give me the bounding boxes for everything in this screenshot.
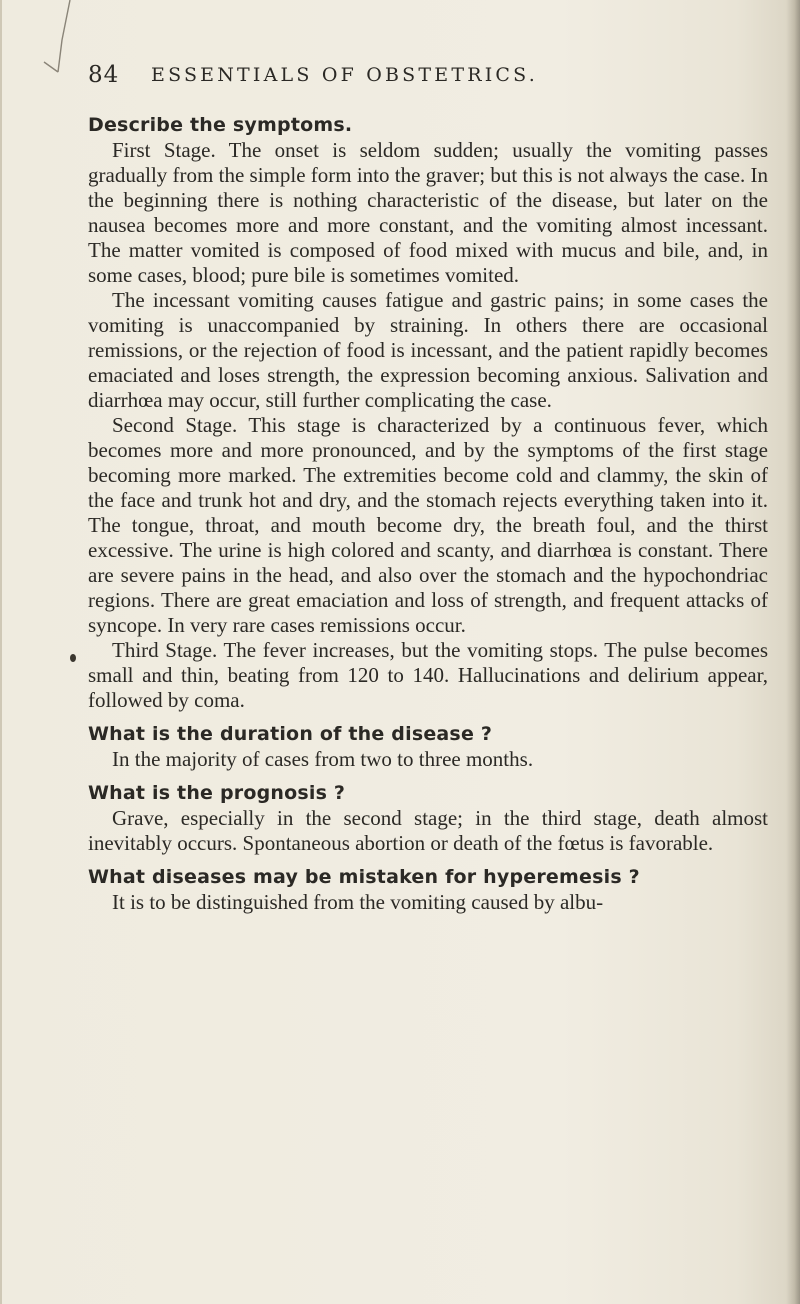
paragraph: In the majority of cases from two to three months. bbox=[112, 747, 534, 771]
question-heading: What is the prognosis ? bbox=[88, 782, 346, 804]
binding-shadow bbox=[786, 0, 800, 1304]
question-heading: Describe the symptoms. bbox=[88, 114, 353, 136]
paragraph: Grave, especially in the second stage; in the third stage, death almost inevitably occurs. Spontaneous abortion or death of the fœtus is favorable. bbox=[88, 806, 768, 855]
paragraph: Third Stage. The fever increases, but the vomiting stops. The pulse becomes small and thin, beating from 120 to 140. Hallucinations and delirium appear, followed by coma. bbox=[88, 638, 768, 712]
paragraph: First Stage. The onset is seldom sudden; usually the vomiting passes gradually from the simple form into the graver; but this is not always the case. In the beginning there is nothing characteristic of the disease, but later on the nausea becomes more and more constant, and the vomiting almost incessant. The matter vomited is composed of food mixed with mucus and bile, and, in some cases, blood; pure bile is sometimes vomited. bbox=[88, 138, 768, 287]
running-title: ESSENTIALS OF OBSTETRICS. bbox=[151, 64, 538, 86]
paragraph: The incessant vomiting causes fatigue and gastric pains; in some cases the vomiting is unaccompanied by straining. In others there are occasional remissions, or the rejection of food is incessant, and the patient rapidly becomes emaciated and loses strength, the expression becoming anxious. Salivation and diarrhœa may occur, still further complicating the case. bbox=[88, 288, 768, 412]
question-heading: What is the duration of the disease ? bbox=[88, 723, 493, 745]
ink-speck bbox=[70, 654, 76, 662]
qa-section-symptoms bbox=[88, 112, 768, 713]
question-heading: What diseases may be mistaken for hyperemesis ? bbox=[88, 866, 640, 888]
section-gap bbox=[88, 713, 768, 721]
qa-section-prognosis bbox=[88, 780, 768, 856]
section-gap bbox=[88, 856, 768, 864]
paragraph: It is to be distinguished from the vomiting caused by albu- bbox=[112, 890, 604, 914]
qa-section-differential bbox=[88, 864, 768, 915]
page-body bbox=[88, 112, 768, 915]
page-header bbox=[88, 62, 748, 92]
page-left-edge bbox=[0, 0, 2, 1304]
section-gap bbox=[88, 772, 768, 780]
page-number: 84 bbox=[88, 62, 120, 88]
pencil-corner-mark bbox=[40, 0, 80, 80]
qa-section-duration bbox=[88, 721, 768, 772]
paragraph: Second Stage. This stage is characterized by a continuous fever, which becomes more and more pronounced, and by the symptoms of the first stage becoming more marked. The extremities become cold and clammy, the skin of the face and trunk hot and dry, and the stomach rejects everything taken into it. The tongue, throat, and mouth become dry, the breath foul, and the thirst excessive. The urine is high colored and scanty, and diarrhœa is constant. There are severe pains in the head, and also over the stomach and the hypochondriac regions. There are great emaciation and loss of strength, and frequent attacks of syncope. In very rare cases remissions occur. bbox=[88, 413, 768, 637]
